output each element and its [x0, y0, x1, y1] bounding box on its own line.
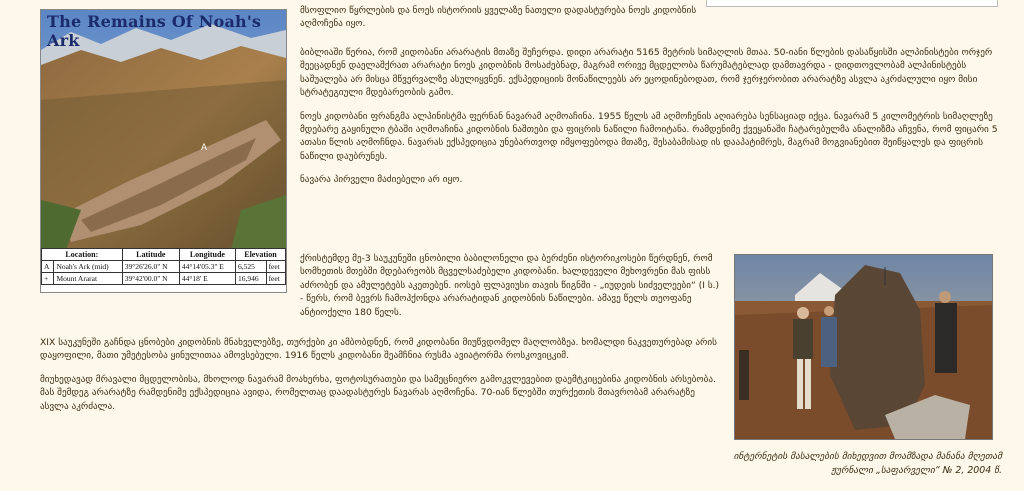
row-latitude: 39°42'00.0" N	[122, 273, 179, 285]
credit-line-2: ჟურნალი „საფარველი“ № 2, 2004 წ.	[831, 465, 1002, 476]
location-table	[41, 248, 286, 285]
table-header-row	[42, 249, 286, 261]
table-row	[42, 261, 286, 273]
ark-marker: A	[201, 142, 208, 152]
paragraph-3: ნოეს კიდობანი ფრანგმა ალპინისტმა ფერნან ნავარამ აღმოაჩინა. 1955 წელს ამ აღმოჩენის აღიარება სენსაციად იქცა. ნავარამ 5 კილომეტრის სიმაღლეზე მდებარე გაყინული ტბაში აღმოაჩინა კიდობნის ნაშთები და ფიცრის ნაწილი ჩამოიტანა. რამდენიმე ქვეყანაში ჩატარებულმა ანალიზმა აჩვენა, რომ ფიცარი 5 ათასი წლის აღმოჩნდა. ნავარას ექსპედიცია უნებართვოდ იმყოფებოდა მთაზე, შესაბამისად ის დააპატიმრეს, მაგრამ მოგვიანებით შეიწყალეს და ფიცრის ნაწილი დაუბრუნეს.	[300, 110, 998, 162]
figure-title: The Remains Of Noah's Ark	[47, 12, 262, 50]
paragraph-6: XIX საუკუნეში გაჩნდა ცნობები კიდობნის მნახველებზე, თურქები კი ამბობდნენ, რომ კიდობანი მიუწვდომელ მაღლობზეა. ხომალდი ნაკვეთურებად არის დაყოფილი, მათი უმეტესობა ყინულითაა ამოვსებული. 1916 წელს კიდობანი შეამჩნია რუსმა ავიატორმა როსკოვიცკიმ.	[40, 337, 717, 362]
expedition-photo	[734, 254, 993, 440]
paragraph-1: მსოფლიო წყრლების და ნოეს ისტორიის ყველაზე ნათელი დადასტურება ნოეს კიდობნის აღმოჩენა იყო.	[300, 5, 697, 30]
paragraph-intro	[300, 4, 704, 31]
row-mark: +	[42, 273, 54, 285]
row-elevation: 6,525	[235, 261, 266, 273]
paragraph-2: ბიბლიაში წერია, რომ კიდობანი არარატის მთაზე შეჩერდა. დიდი არარატი 5165 მეტრის სიმაღლის მთაა. 50-იანი წლების დასაწყისში ალპინისტები ორჯერ შეეცადნენ დაელაშქრათ არარატი ნოეს კიდობნის მოსაძებნად, მაგრამ ორივე მცდელობა წარუმატებლად დამთავრდა - დიდთოვლობამ ალპინისტებს საშუალება არ მისცა მწვერვალზე ასულიყვნენ. ექსპედიციის მონაწილეებს არ ეცოდინებოდათ, რომ ჯერჯერობით არარატზე ასვლა აკრძალული იყო მისი სტრატეგიული მდებარეობის გამო.	[300, 47, 993, 99]
paragraph-5: ქრისტემდე მე-3 საუკუნეში ცნობილი ბაბილონელი და ბერძენი ისტორიკოსები წერდნენ, რომ სომხეთის მთებში მდებარეობს მცველსაძებელი კიდობანი. ხალდეველი მეხოვრენი მას ფისს აძრობენ და ამულეტებს აკეთებენ. იოსებ ფლავიუსი თავის წიგნში - „იუდეის სიძველეები“ (I ს.) - წერს, რომ ბევრს ჩამოჰქონდა არარატიდან კიდობნის ნაწილები. ამავე წელს თეოფანე ანტიოქელი 180 წელს.	[300, 253, 720, 318]
article-upper	[300, 46, 1000, 187]
header-longitude: Longitude	[179, 249, 235, 261]
ark-map-figure	[40, 9, 287, 293]
header-elevation: Elevation	[235, 249, 285, 261]
top-frame	[706, 0, 998, 7]
row-mark: A	[42, 261, 54, 273]
row-elevation: 16,946	[235, 273, 266, 285]
paragraph-4: ნავარა პირველი მაძიებელი არ იყო.	[300, 174, 463, 186]
row-unit: feet	[266, 273, 285, 285]
table-row	[42, 273, 286, 285]
row-unit: feet	[266, 261, 285, 273]
header-location: Location:	[42, 249, 123, 261]
row-name: Noah's Ark (mid)	[54, 261, 122, 273]
row-latitude: 39°26'26.0" N	[122, 261, 179, 273]
row-longitude: 44°14'05.3" E	[179, 261, 235, 273]
header-latitude: Latitude	[122, 249, 179, 261]
row-name: Mount Ararat	[54, 273, 122, 285]
credit-line-1: ინტერნეტის მასალების მიხედვით მოამზადა მანანა მღეთამ	[733, 451, 1002, 462]
row-longitude: 44°18' E	[179, 273, 235, 285]
article-lower	[40, 336, 720, 413]
paragraph-5-block	[300, 252, 720, 319]
paragraph-7: მიუხედავად მრავალი მცდელობისა, მხოლოდ ნავარამ მოახერხა, ფოტოსურათები და სამეცნიერო გამოკვლევებით დაემტკიცებინა კიდობნის არსებობა. მას შემდეგ არარატზე რამდენიმე ექსპედიცია ავიდა, რომელთაც დაადასტურეს ნავარას აღმოჩენა. 70-იან წლებში თურქეთის მთავრობამ არარატზე ასვლა აკრძალა.	[40, 373, 716, 412]
source-credit	[734, 450, 1002, 478]
